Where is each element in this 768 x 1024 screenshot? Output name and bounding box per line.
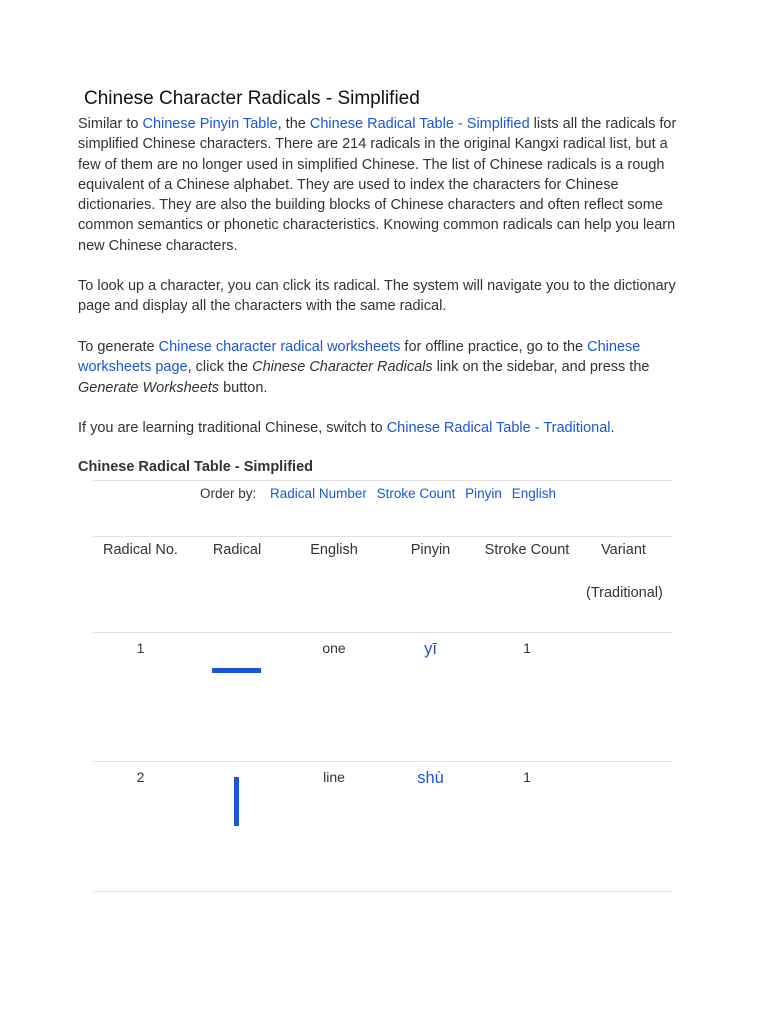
radical-table-simplified-link[interactable]: Chinese Radical Table - Simplified [309, 116, 530, 132]
intro-text-1: Similar to [78, 116, 143, 132]
worksheets-emphasis-1: Chinese Character Radicals [252, 359, 433, 376]
header-variant-subtitle: (Traditional) [586, 585, 663, 601]
row-stroke-count: 1 [523, 769, 531, 785]
order-by-english[interactable]: English [511, 486, 556, 501]
header-pinyin: Pinyin [410, 542, 451, 558]
order-by-label: Order by: [200, 486, 257, 501]
header-radical: Radical [212, 542, 262, 558]
row-divider [93, 761, 672, 762]
radical-table-traditional-link[interactable]: Chinese Radical Table - Traditional [386, 420, 611, 436]
worksheets-text-3: , click the [187, 359, 253, 376]
header-variant: Variant [601, 542, 646, 558]
row-stroke-count: 1 [523, 640, 531, 656]
header-english: English [310, 542, 358, 558]
intro-text-3: lists all the radicals for simplified Chinese characters. There are 214 radicals in the original Kangxi radical list, but a few of them are no longer used in simplified Chinese. The list of Chinese radicals is a rough equivalent of a Chinese alphabet. They are used to index the characters for Chinese dictionaries. They are also the building blocks of Chinese characters and often reflect some common semantics or phonetic characteristics. Knowing common radicals can help you learn new Chinese characters. [78, 116, 677, 254]
row-divider [93, 891, 672, 892]
order-by-bar [200, 486, 562, 501]
header-radical-no: Radical No. [103, 542, 178, 558]
radical-line-glyph[interactable] [234, 777, 239, 826]
header-top-divider [93, 536, 672, 537]
radical-one-glyph[interactable] [212, 668, 261, 673]
worksheets-page-link[interactable]: Chinese worksheets page [78, 339, 641, 376]
lookup-paragraph: To look up a character, you can click its radical. The system will navigate you to the dictionary page and display all the characters with the same radical. [78, 278, 676, 315]
traditional-text-1: If you are learning traditional Chinese, switch to [78, 420, 387, 436]
row-radical-no: 1 [136, 640, 145, 656]
worksheets-paragraph [78, 337, 690, 398]
row-radical-no: 2 [136, 769, 145, 785]
order-by-pinyin[interactable]: Pinyin [465, 486, 502, 501]
table-top-divider [93, 480, 672, 481]
worksheets-text-2: for offline practice, go to the [400, 339, 588, 355]
traditional-paragraph [78, 418, 690, 438]
worksheets-text-4: link on the sidebar, and press the [432, 359, 650, 376]
order-by-stroke-count[interactable]: Stroke Count [376, 486, 456, 501]
order-by-radical-number[interactable]: Radical Number [270, 486, 367, 501]
table-title: Chinese Radical Table - Simplified [78, 459, 314, 475]
page-title: Chinese Character Radicals - Simplified [84, 88, 420, 109]
traditional-text-2: . [610, 420, 615, 436]
worksheets-text-1: To generate [78, 339, 159, 355]
pinyin-table-link[interactable]: Chinese Pinyin Table [142, 116, 278, 132]
row-pinyin-link[interactable]: yī [424, 640, 437, 658]
worksheets-emphasis-2: Generate Worksheets [78, 379, 220, 396]
row-pinyin-link[interactable]: shù [417, 769, 444, 787]
intro-paragraph [78, 114, 690, 256]
row-english: line [323, 769, 345, 785]
radical-worksheets-link[interactable]: Chinese character radical worksheets [158, 339, 401, 355]
intro-text-2: , the [277, 116, 310, 132]
header-bottom-divider [93, 632, 672, 633]
worksheets-text-5: button. [219, 379, 268, 396]
header-stroke-count: Stroke Count [484, 542, 570, 558]
row-english: one [322, 640, 346, 656]
